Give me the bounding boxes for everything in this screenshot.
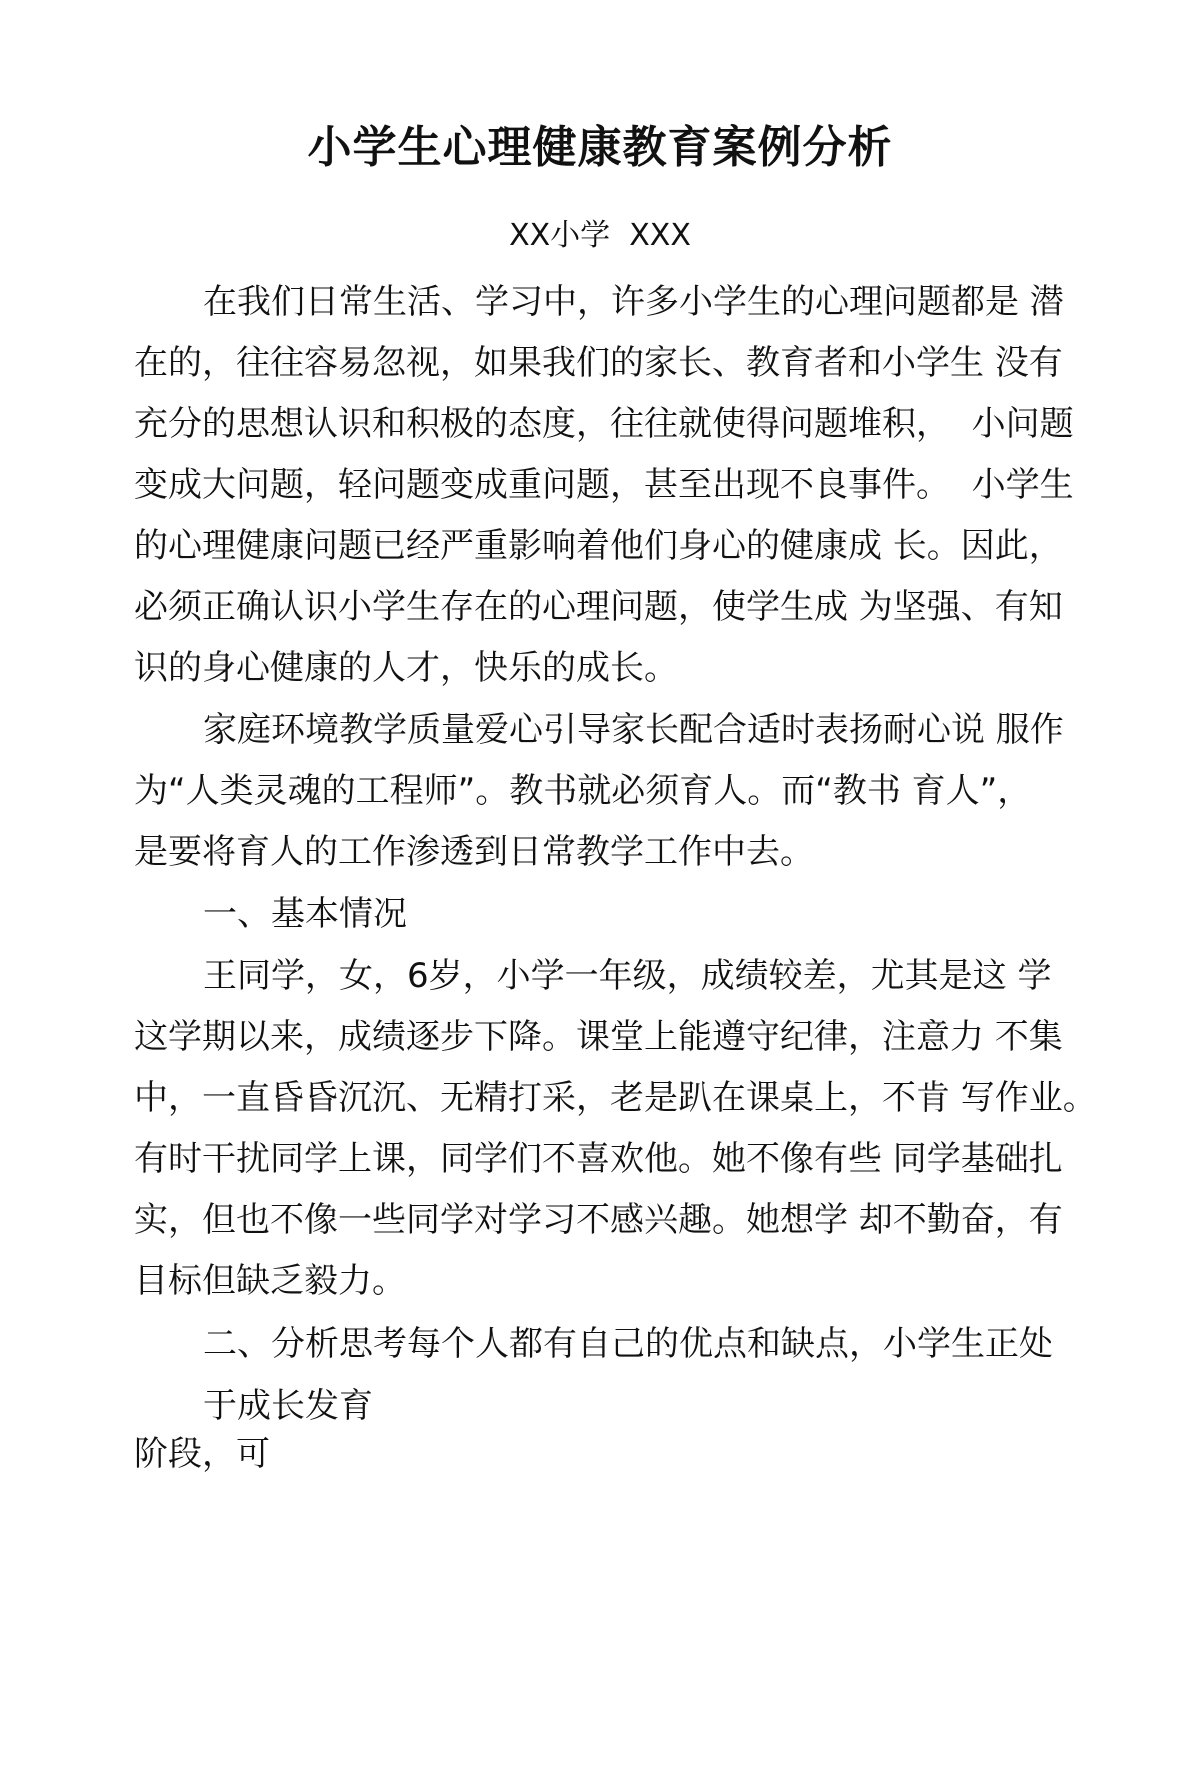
paragraph-line: 目标但缺乏毅力。	[134, 1261, 406, 1301]
paragraph-line: 王同学，女，6岁，小学一年级，成绩较差，尤其是这 学	[203, 956, 1052, 996]
section-heading: 二、分析思考每个人都有自己的优点和缺点，小学生正处	[203, 1324, 1053, 1364]
document-author: XX小学 XXX	[509, 218, 691, 253]
paragraph-line: 阶段，可	[134, 1434, 270, 1474]
paragraph-line: 充分的思想认识和积极的态度，往往就使得问题堆积， 小问题	[134, 404, 1074, 444]
paragraph-line: 于成长发育	[203, 1386, 373, 1426]
paragraph-line: 变成大问题，轻问题变成重问题，甚至出现不良事件。 小学生	[134, 465, 1074, 505]
paragraph-line: 为“人类灵魂的工程师”。教书就必须育人。而“教书 育人”，	[134, 771, 1032, 811]
paragraph-line: 识的身心健康的人才，快乐的成长。	[134, 648, 678, 688]
paragraph-line: 必须正确认识小学生存在的心理问题，使学生成 为坚强、有知	[134, 587, 1063, 627]
paragraph-line: 实，但也不像一些同学对学习不感兴趣。她想学 却不勤奋，有	[134, 1200, 1063, 1240]
paragraph-line: 这学期以来，成绩逐步下降。课堂上能遵守纪律，注意力 不集	[134, 1017, 1063, 1057]
paragraph-line: 是要将育人的工作渗透到日常教学工作中去。	[134, 832, 814, 872]
section-heading: 一、基本情况	[203, 894, 407, 934]
paragraph-line: 中，一直昏昏沉沉、无精打采，老是趴在课桌上，不肯 写作业。	[134, 1078, 1097, 1118]
paragraph-line: 家庭环境教学质量爱心引导家长配合适时表扬耐心说 服作	[203, 710, 1064, 750]
paragraph-line: 在的，往往容易忽视，如果我们的家长、教育者和小学生 没有	[134, 343, 1063, 383]
document-title: 小学生心理健康教育案例分析	[307, 122, 893, 173]
paragraph-line: 有时干扰同学上课，同学们不喜欢他。她不像有些 同学基础扎	[134, 1139, 1063, 1179]
paragraph-line: 的心理健康问题已经严重影响着他们身心的健康成 长。因此，	[134, 526, 1063, 566]
paragraph-line: 在我们日常生活、学习中，许多小学生的心理问题都是 潜	[203, 282, 1064, 322]
